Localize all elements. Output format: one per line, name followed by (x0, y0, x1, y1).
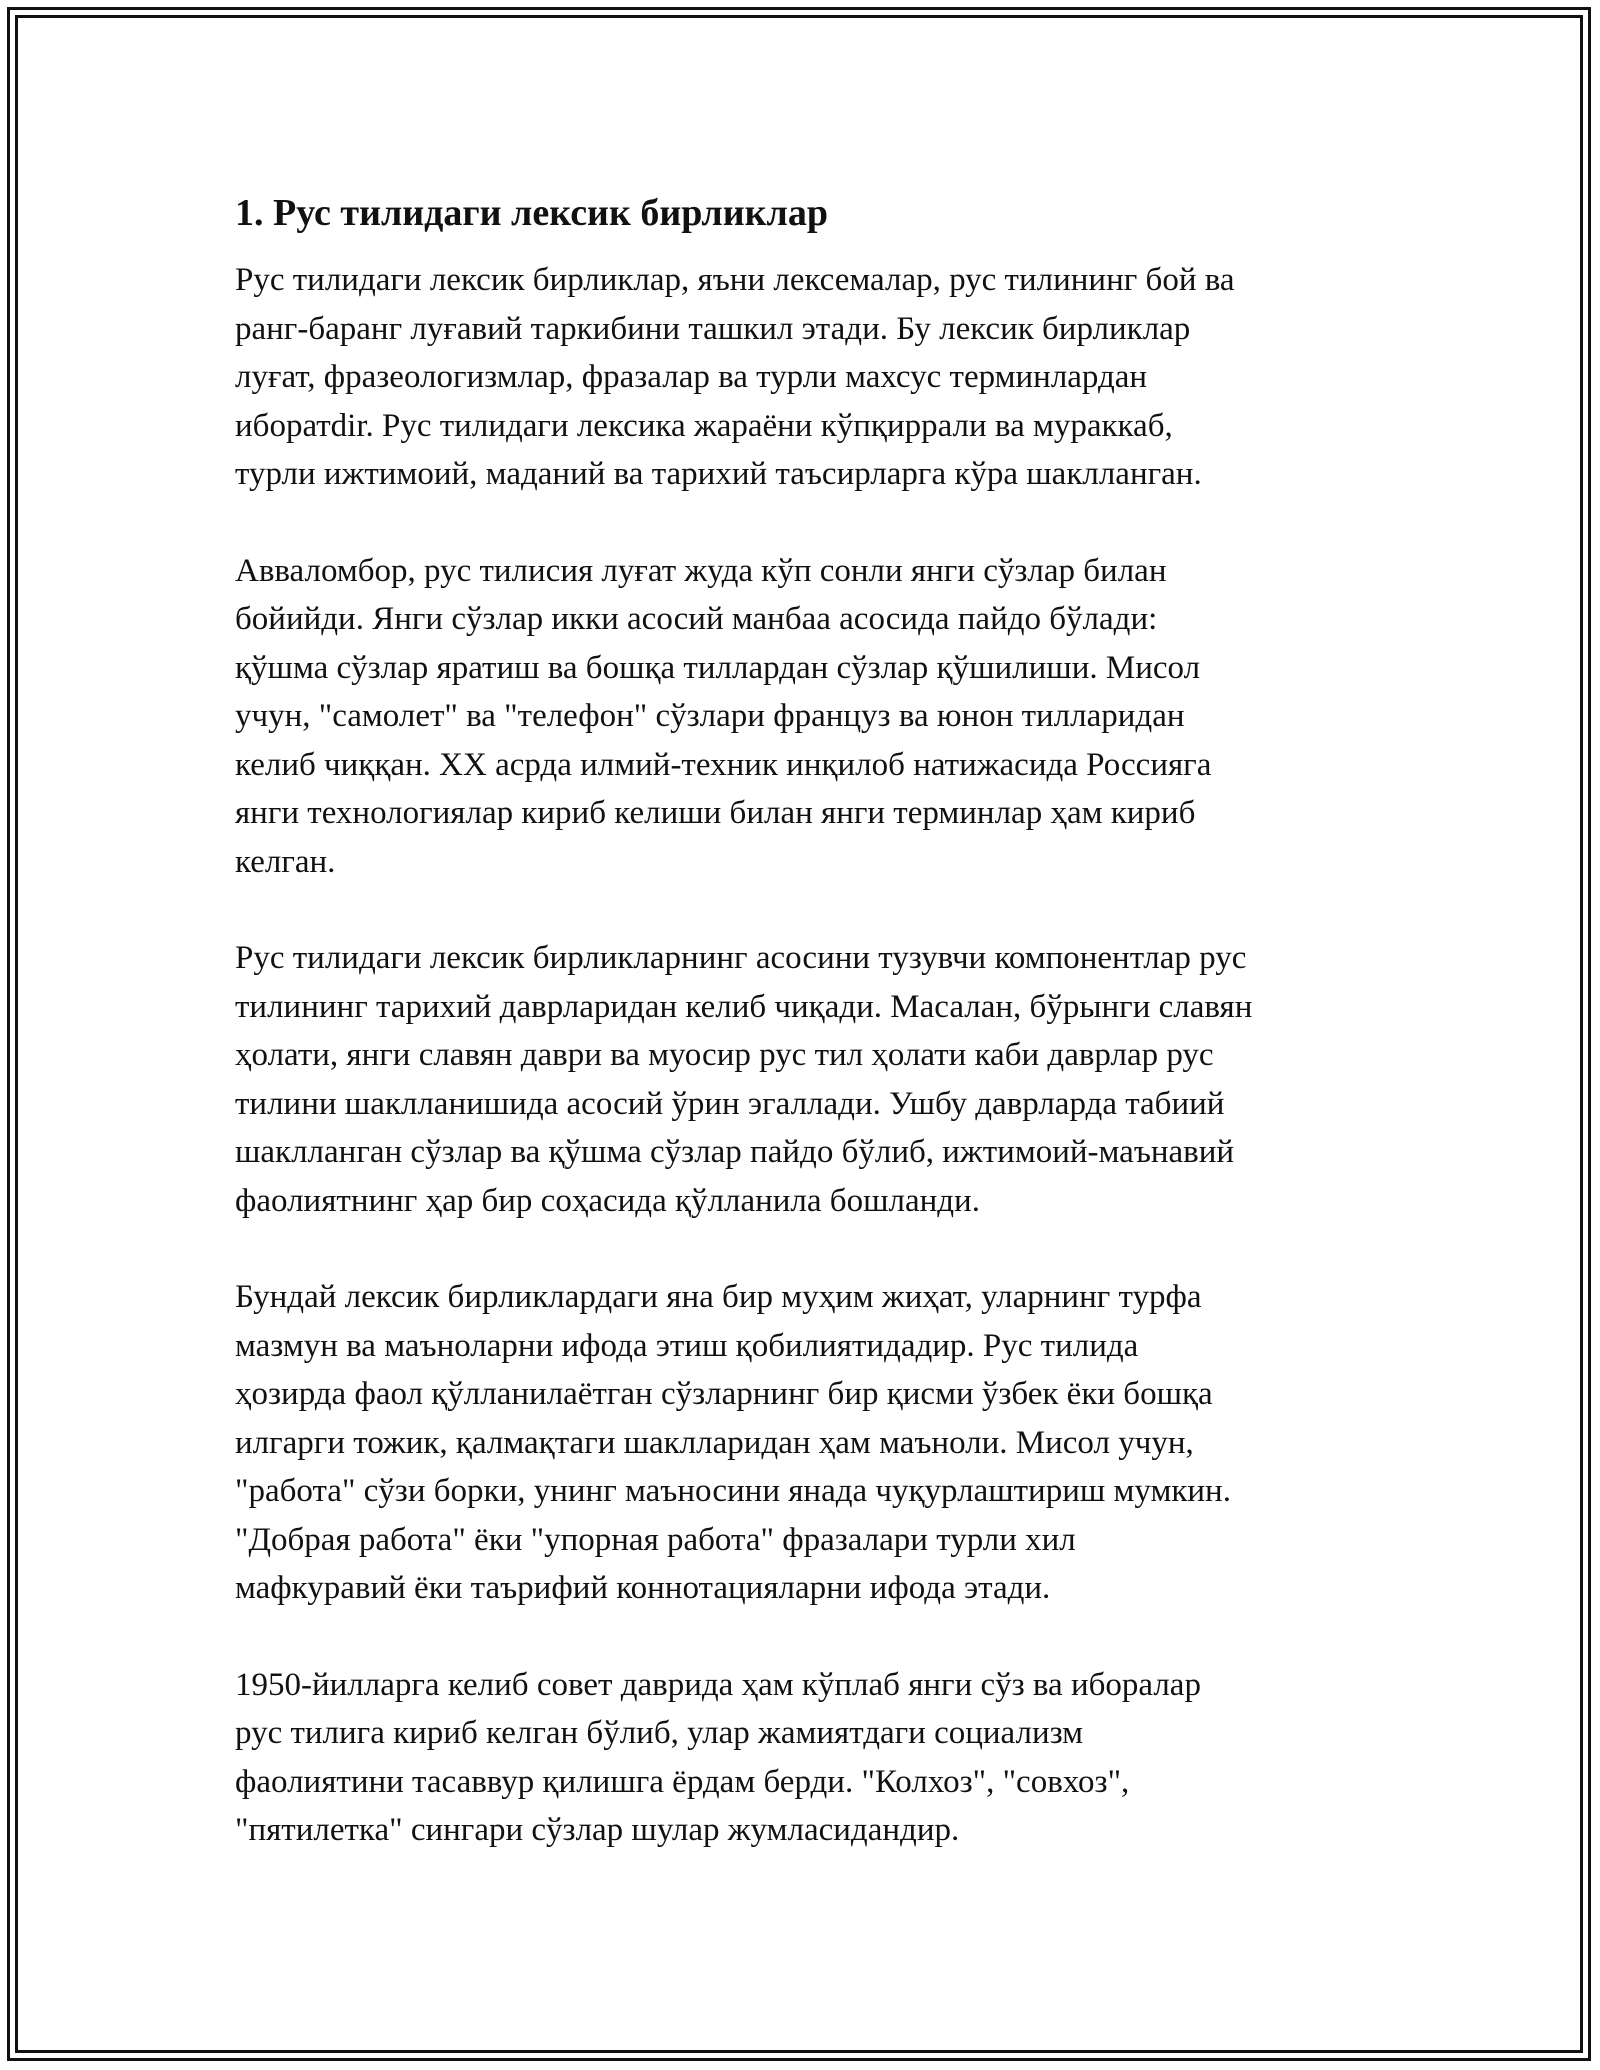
document-body (235, 188, 1380, 1903)
paragraph-5: 1950-йилларга келиб совет даврида ҳам кўплаб янги сўз ва иборалар рус тилига кириб келган бўлиб, улар жамиятдаги социализм фаолиятини тасаввур қилишга ёрдам берди. "Колхоз", "совхоз", "пятилетка" сингари сўзлар шулар жумласидандир. (235, 1666, 1201, 1848)
paragraph-4: Бундай лексик бирликлардаги яна бир муҳим жиҳат, уларнинг турфа мазмун ва маъноларни ифода этиш қобилиятидадир. Рус тилида ҳозирда фаол қўлланилаётган сўзларнинг бир қисми ўзбек ёки бошқа илгарги тожик, қалмақтаги шаклларидан ҳам маъноли. Мисол учун, "работа" сўзи борки, унинг маъносини янада чуқурлаштириш мумкин. "Добрая работа" ёки "упорная работа" фразалари турли хил мафкуравий ёки таърифий коннотацияларни ифода этади. (235, 1279, 1231, 1606)
paragraph-1: Рус тилидаги лексик бирликлар, яъни лексемалар, рус тилининг бой ва ранг-баранг луғавий таркибини ташкил этади. Бу лексик бирликлар луғат, фразеологизмлар, фразалар ва турли махсус терминлардан иборатdir. Рус тилидаги лексика жараёни кўпқиррали ва мураккаб, турли ижтимоий, маданий ва тарихий таъсирларга кўра шаклланган. (235, 262, 1235, 492)
paragraph-3: Рус тилидаги лексик бирликларнинг асосини тузувчи компонентлар рус тилининг тарихий даврларидан келиб чиқади. Масалан, бўрынги славян ҳолати, янги славян даври ва муосир рус тил ҳолати каби даврлар рус тилини шаклланишида асосий ўрин эгаллади. Ушбу даврларда табиий шаклланган сўзлар ва қўшма сўзлар пайдо бўлиб, ижтимоий-маънавий фаолиятнинг ҳар бир соҳасида қўлланила бошланди. (235, 940, 1253, 1219)
section-heading: 1. Рус тилидаги лексик бирликлар (235, 192, 828, 234)
paragraph-2: Авваломбор, рус тилисия луғат жуда кўп сонли янги сўзлар билан бойийди. Янги сўзлар икки асосий манбаа асосида пайдо бўлади: қўшма сўзлар яратиш ва бошқа тиллардан сўзлар қўшилиши. Мисол учун, "самолет" ва "телефон" сўзлари француз ва юнон тилларидан келиб чиққан. XX асрда илмий-техник инқилоб натижасида Россияга янги технологиялар кириб келиши билан янги терминлар ҳам кириб келган. (235, 552, 1212, 880)
